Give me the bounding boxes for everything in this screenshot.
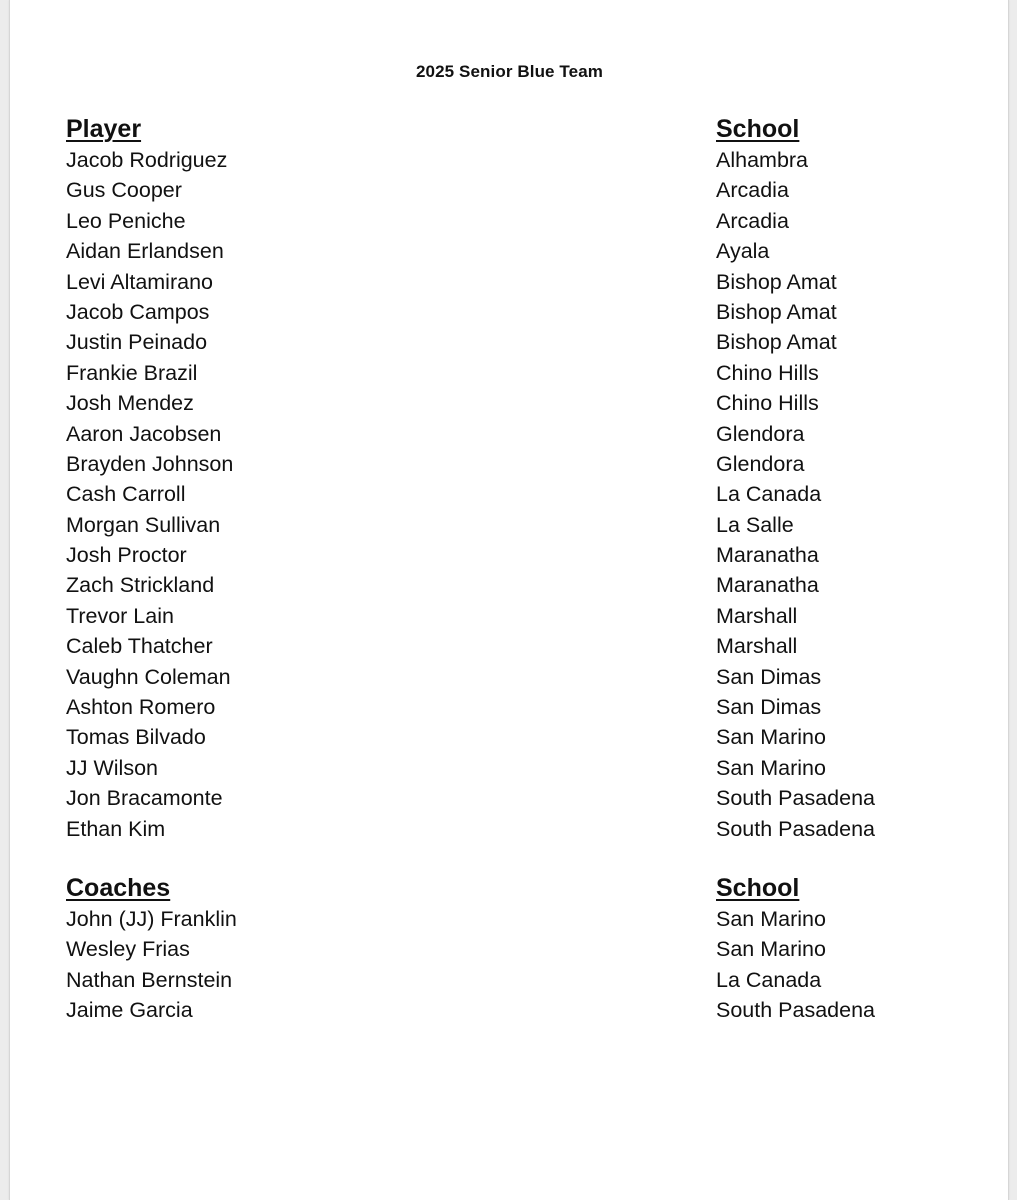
coach-name: Wesley Frias: [66, 937, 190, 962]
player-school: Marshall: [716, 634, 798, 659]
player-school-list: [716, 145, 875, 844]
player-list: [66, 145, 233, 844]
player-school: Glendora: [716, 451, 805, 476]
player-name: Justin Peinado: [66, 330, 208, 355]
player-school: South Pasadena: [716, 816, 875, 841]
player-school: Alhambra: [716, 148, 809, 172]
coach-name: Nathan Bernstein: [66, 967, 233, 992]
coach-name: John (JJ) Franklin: [66, 907, 237, 931]
document-page: [9, 0, 1009, 1200]
player-name: Frankie Brazil: [66, 360, 198, 385]
player-column: [66, 114, 233, 844]
player-school: Glendora: [716, 421, 805, 446]
player-school: Maranatha: [716, 543, 819, 568]
player-name: Aidan Erlandsen: [66, 239, 224, 264]
player-school: San Dimas: [716, 695, 822, 720]
coach-school: San Marino: [716, 907, 826, 931]
player-school: San Dimas: [716, 664, 822, 689]
player-school: Arcadia: [716, 208, 789, 233]
player-name: Leo Peniche: [66, 208, 186, 233]
player-name: Jacob Rodriguez: [66, 148, 228, 172]
coach-school: San Marino: [716, 937, 826, 962]
player-school: Arcadia: [716, 178, 789, 203]
player-school: La Canada: [716, 482, 822, 507]
coach-school: La Canada: [716, 967, 822, 992]
player-name: Josh Proctor: [66, 543, 187, 568]
player-name: Ashton Romero: [66, 695, 216, 720]
player-school: Chino Hills: [716, 391, 819, 416]
player-school: Ayala: [716, 239, 770, 264]
player-name: Jon Bracamonte: [66, 786, 223, 811]
coach-school-heading: School: [716, 874, 800, 902]
coach-column: [66, 873, 237, 1026]
player-school-column: [716, 114, 875, 844]
player-school: Bishop Amat: [716, 299, 837, 324]
coach-name: Jaime Garcia: [66, 998, 193, 1023]
player-name: Jacob Campos: [66, 299, 210, 324]
player-name: Josh Mendez: [66, 391, 194, 416]
player-name: Vaughn Coleman: [66, 664, 231, 689]
player-school: Bishop Amat: [716, 330, 837, 355]
player-school: Marshall: [716, 603, 798, 628]
player-name: Brayden Johnson: [66, 451, 234, 476]
player-name: Tomas Bilvado: [66, 725, 206, 750]
player-name: Cash Carroll: [66, 482, 186, 507]
player-name: Aaron Jacobsen: [66, 421, 222, 446]
coach-school-column: [716, 873, 875, 1026]
player-school: Maranatha: [716, 573, 819, 598]
coach-heading: Coaches: [66, 874, 171, 902]
player-school: La Salle: [716, 512, 794, 537]
coach-list: [66, 904, 237, 1026]
coach-school-list: [716, 904, 875, 1026]
player-school-heading: School: [716, 115, 800, 143]
player-school: South Pasadena: [716, 786, 875, 811]
player-school: Chino Hills: [716, 360, 819, 385]
player-name: Caleb Thatcher: [66, 634, 213, 659]
player-school: San Marino: [716, 755, 826, 780]
player-name: JJ Wilson: [66, 755, 158, 780]
player-heading: Player: [66, 115, 142, 143]
player-name: Gus Cooper: [66, 178, 182, 203]
player-school: Bishop Amat: [716, 269, 837, 294]
player-name: Levi Altamirano: [66, 269, 213, 294]
player-name: Morgan Sullivan: [66, 512, 221, 537]
document-title: 2025 Senior Blue Team: [416, 62, 603, 81]
player-school: San Marino: [716, 725, 826, 750]
player-name: Zach Strickland: [66, 573, 215, 598]
player-name: Trevor Lain: [66, 603, 174, 628]
coach-school: South Pasadena: [716, 998, 875, 1023]
player-name: Ethan Kim: [66, 816, 166, 841]
